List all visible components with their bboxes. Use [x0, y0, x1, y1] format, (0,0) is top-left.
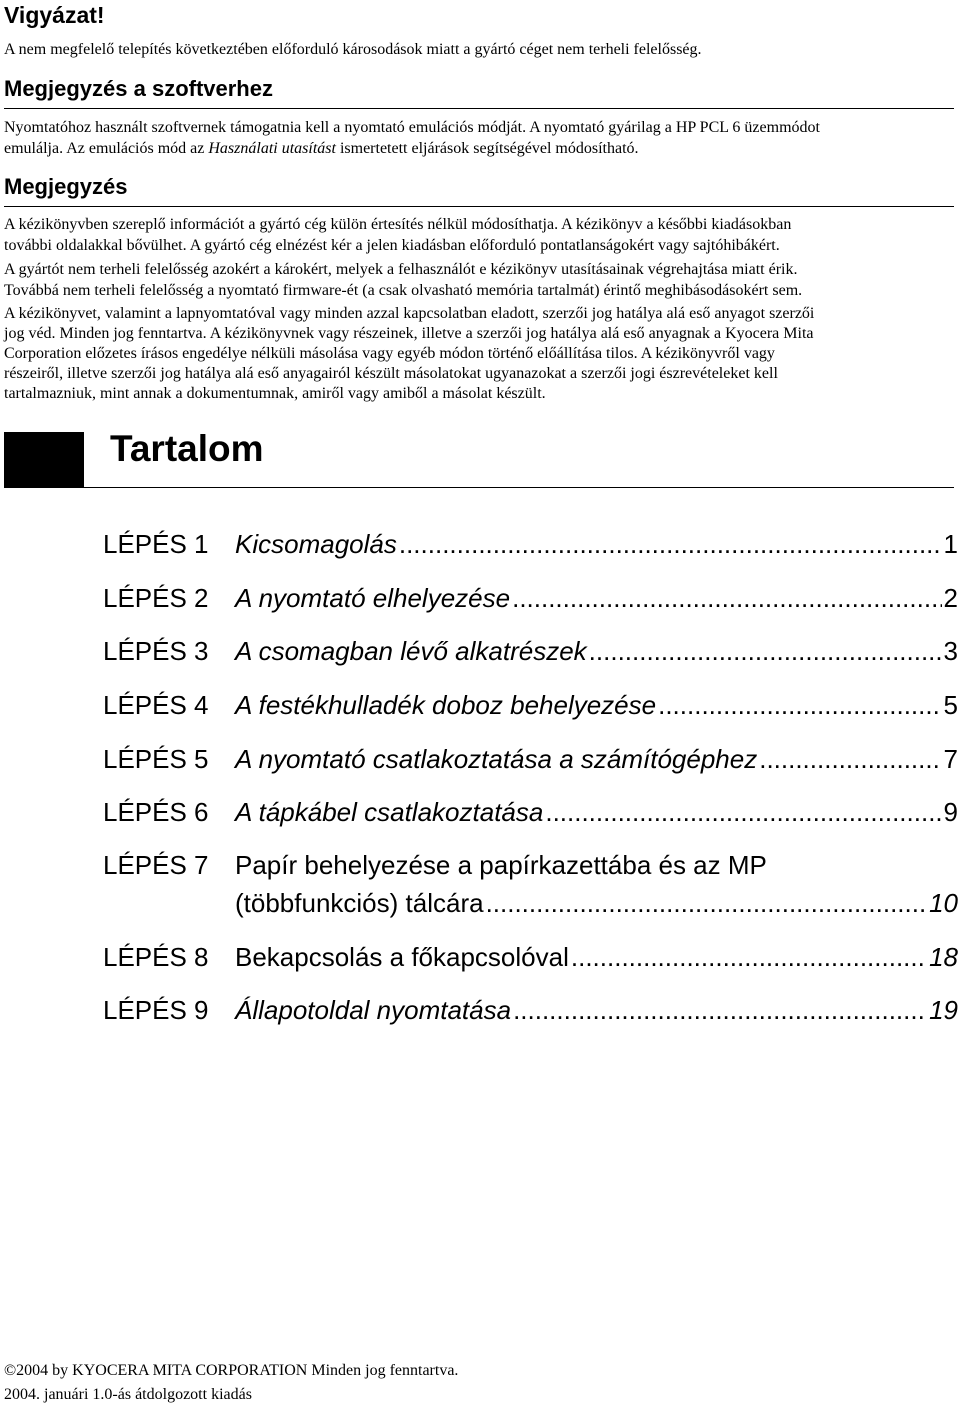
toc-step: LÉPÉS 9	[103, 995, 209, 1025]
warning-title: Vigyázat!	[4, 2, 105, 28]
toc-entry-title: A tápkábel csatlakoztatása	[235, 797, 544, 827]
toc-page-number: 1	[943, 529, 958, 559]
toc-row	[235, 793, 958, 831]
note-line: A gyártót nem terheli felelősség azokért a károkért, melyek a felhasználót e kézikönyv utasításainak végrehajtása miatt érik.	[4, 261, 798, 278]
toc-page-number: 18	[929, 942, 958, 972]
toc-step: LÉPÉS 1	[103, 529, 209, 559]
software-note-text: ismertetett eljárások segítségével módosítható.	[335, 140, 639, 157]
toc-row	[235, 884, 958, 922]
toc-entry-title: A nyomtató elhelyezése	[235, 583, 511, 613]
toc-entry-title: Bekapcsolás a főkapcsolóval	[235, 942, 569, 972]
toc-row	[235, 686, 958, 724]
copyright-notice: ©2004 by KYOCERA MITA CORPORATION Minden jog fenntartva.	[4, 1362, 459, 1379]
toc-row	[235, 632, 958, 670]
toc-leader-dots	[399, 525, 942, 563]
toc-row	[235, 579, 958, 617]
toc-step: LÉPÉS 8	[103, 942, 209, 972]
toc-entry-title: A nyomtató csatlakoztatása a számítógéphez	[235, 744, 758, 774]
toc-entry-title-continued: (többfunkciós) tálcára	[235, 888, 484, 918]
toc-page-number: 19	[929, 995, 958, 1025]
toc-leader-dots	[658, 686, 941, 724]
toc-entry-title: A csomagban lévő alkatrészek	[235, 636, 587, 666]
software-note-line	[4, 139, 954, 160]
toc-entry-title: Kicsomagolás	[235, 529, 397, 559]
toc-leader-dots	[512, 579, 941, 617]
toc-leader-dots	[571, 938, 927, 976]
warning-text: A nem megfelelő telepítés következtében előforduló károsodások miatt a gyártó céget nem terheli felelősség.	[4, 41, 702, 58]
toc-leader-dots	[545, 793, 941, 831]
toc-page-number: 5	[943, 690, 958, 720]
note-line: részeiről, illetve szerzői jog hatálya alá eső anyagairól készült másolatokat ugyanazokat a szerzői jogi észrevételeket kell	[4, 365, 778, 382]
note-line: Corporation előzetes írásos engedélye nélküli másolása vagy egyéb módon történő előállítása tilos. A kézikönyvről vagy	[4, 345, 775, 362]
note-line: A kézikönyvben szereplő információt a gyártó cég külön értesítés nélkül módosíthatja. A kézikönyv a későbbi kiadásokban	[4, 216, 792, 233]
toc-row	[235, 525, 958, 563]
toc-marker-block	[4, 432, 84, 488]
toc-row	[235, 740, 958, 778]
toc-leader-dots	[486, 884, 928, 922]
divider	[4, 206, 954, 207]
toc-leader-dots	[513, 991, 927, 1029]
toc-row	[235, 991, 958, 1029]
toc-entry-title: Papír behelyezése a papírkazettába és az MP	[235, 850, 767, 880]
software-note-line: Nyomtatóhoz használt szoftvernek támogatnia kell a nyomtató emulációs módját. A nyomtató gyárilag a HP PCL 6 üzemmódot	[4, 119, 820, 136]
toc-step: LÉPÉS 7	[103, 850, 209, 880]
toc-marker-notch	[68, 486, 84, 488]
toc-step: LÉPÉS 2	[103, 583, 209, 613]
note-line: Továbbá nem terheli felelősség a nyomtató firmware-ét (a csak olvasható memória tartalmát) érintő meghibásodásokért sem.	[4, 282, 803, 299]
software-note-title: Megjegyzés a szoftverhez	[4, 76, 273, 101]
note-line: A kézikönyvet, valamint a lapnyomtatóval vagy minden azzal kapcsolatban eladott, szerzői jog hatálya alá eső anyagot szerzői	[4, 305, 815, 322]
note-line: tartalmazniuk, mint annak a dokumentumnak, amiről vagy amiből a másolat készült.	[4, 385, 546, 402]
toc-entry-title: A festékhulladék doboz behelyezése	[235, 690, 657, 720]
toc-step: LÉPÉS 6	[103, 797, 209, 827]
edition-notice: 2004. januári 1.0-ás átdolgozott kiadás	[4, 1386, 252, 1403]
toc-row	[235, 846, 958, 884]
toc-leader-dots	[759, 740, 941, 778]
software-note-text: emulálja. Az emulációs mód az	[4, 140, 209, 157]
toc-entry-title: Állapotoldal nyomtatása	[235, 995, 512, 1025]
note-line: jog véd. Minden jog fenntartva. A kézikönyvnek vagy részeinek, illetve a szerzői jog hatálya alá eső anyagnak a Kyocera Mita	[4, 325, 814, 342]
toc-page-number: 3	[943, 636, 958, 666]
toc-page-number: 10	[929, 888, 958, 918]
toc-step: LÉPÉS 4	[103, 690, 209, 720]
toc-row	[235, 938, 958, 976]
toc-page-number: 7	[943, 744, 958, 774]
manual-reference: Használati utasítást	[208, 140, 336, 157]
toc-page-number: 9	[943, 797, 958, 827]
note-line: további oldalakkal bővülhet. A gyártó cég elnézést kér a jelen kiadásban előforduló pontatlanságokért vagy sajtóhibákért.	[4, 237, 780, 254]
toc-step: LÉPÉS 3	[103, 636, 209, 666]
toc-step: LÉPÉS 5	[103, 744, 209, 774]
toc-underline	[84, 487, 954, 488]
toc-page-number: 2	[943, 583, 958, 613]
divider	[4, 108, 954, 109]
toc-title: Tartalom	[110, 428, 264, 469]
note-title: Megjegyzés	[4, 174, 128, 199]
toc-leader-dots	[589, 632, 942, 670]
